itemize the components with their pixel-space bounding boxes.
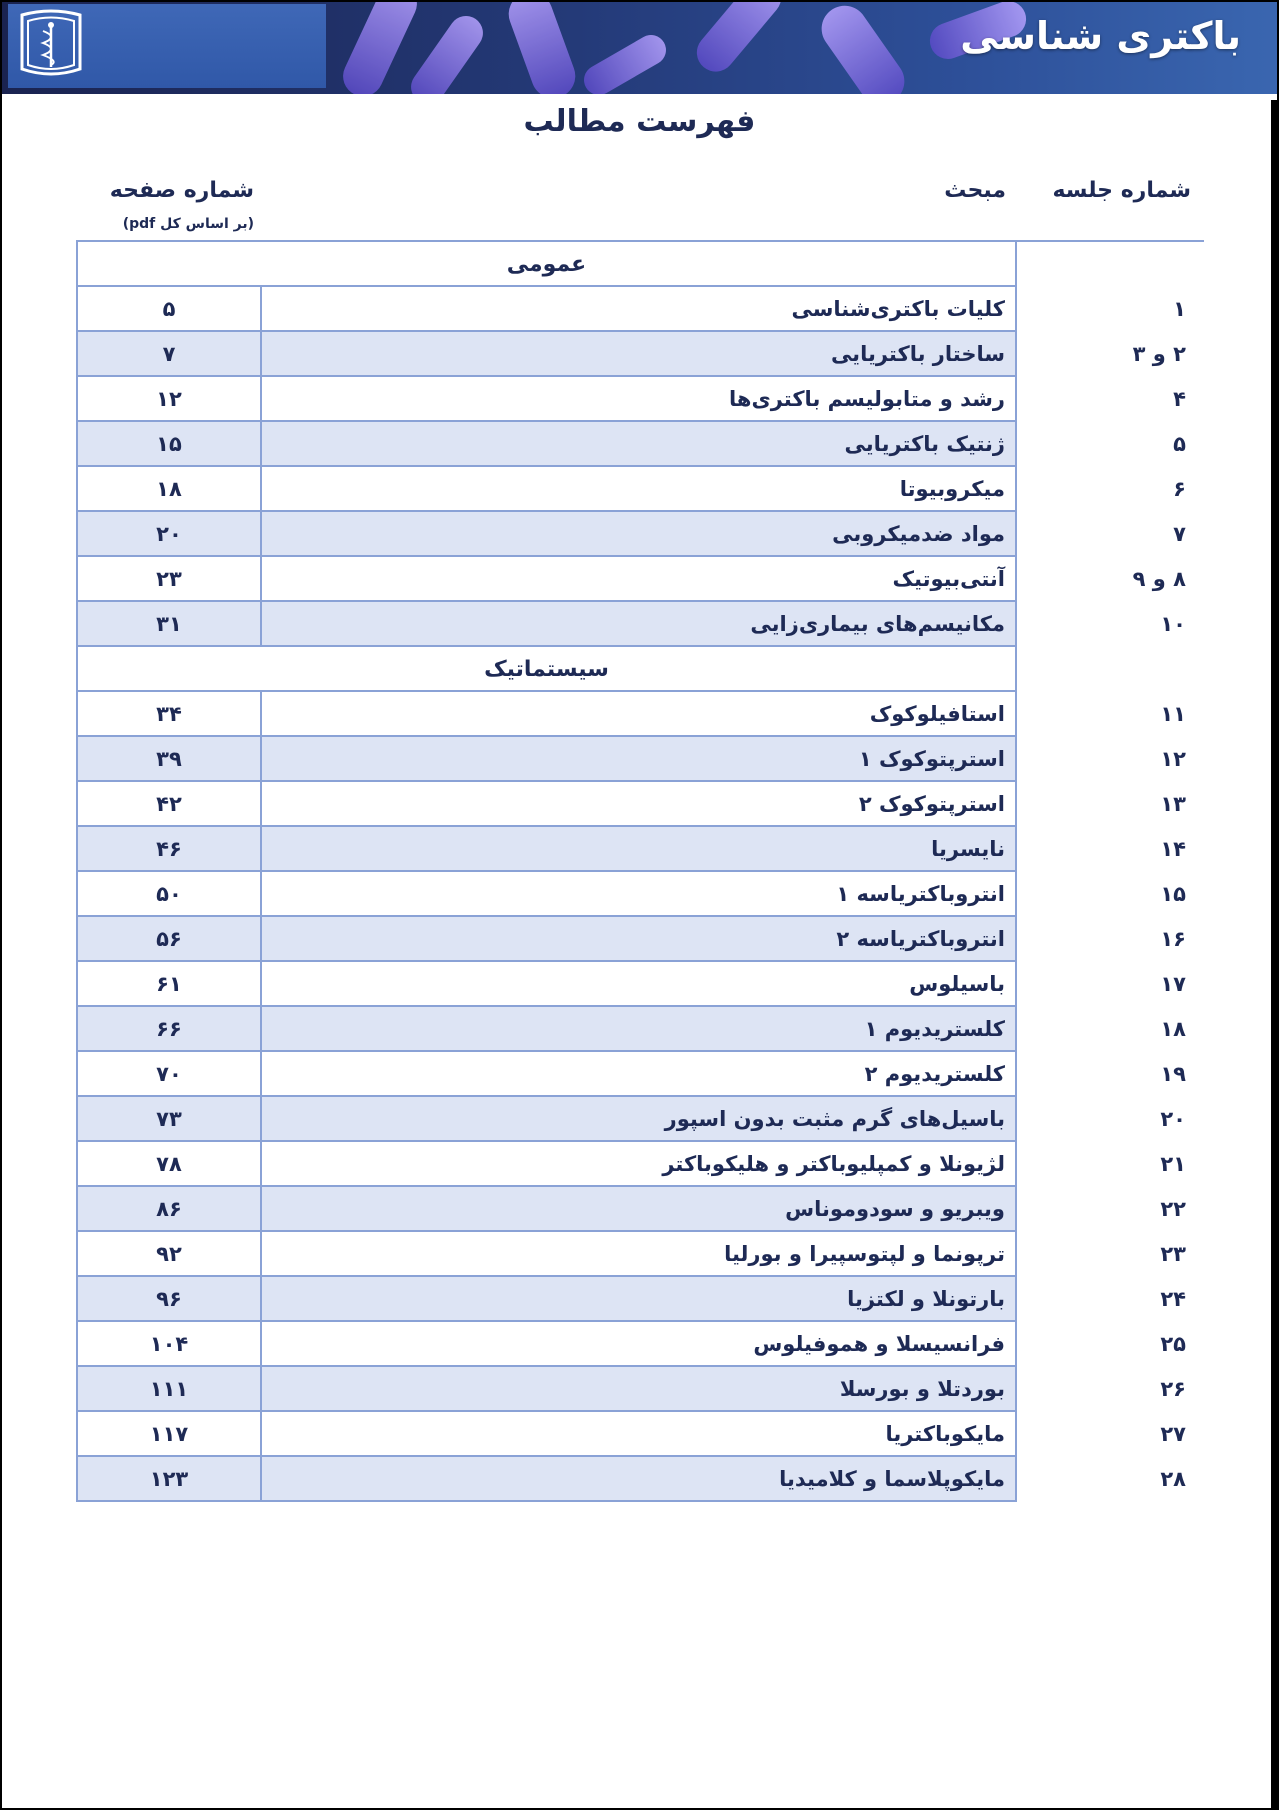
page-number: ۲۳ [76,557,262,600]
table-row [76,917,1186,962]
table-row [76,602,1186,647]
page-number: ۷۸ [76,1142,262,1185]
session-number: ۴ [1173,387,1186,411]
topic-title: ساختار باکتریایی [262,332,1017,375]
session-number: ۲۷ [1160,1422,1186,1446]
topic-title: استرپتوکوک ۱ [262,737,1017,780]
table-row [76,467,1186,512]
topic-title: میکروبیوتا [262,467,1017,510]
header-banner [0,0,1279,110]
topic-title: انتروباکتریاسه ۲ [262,917,1017,960]
page-number: ۳۴ [76,692,262,735]
page-number: ۳۱ [76,602,262,645]
page-title: فهرست مطالب [523,104,756,139]
table-row [76,827,1186,872]
page-number: ۱۲۳ [76,1457,262,1500]
page-number: ۵۶ [76,917,262,960]
page-number: ۱۵ [76,422,262,465]
table-row [76,1007,1186,1052]
page-number: ۴۶ [76,827,262,870]
table-row [76,332,1186,377]
session-number: ۲۲ [1160,1197,1186,1221]
topic-title: آنتی‌بیوتیک [262,557,1017,600]
table-row [76,1322,1186,1367]
table-row [76,512,1186,557]
page-number: ۵۰ [76,872,262,915]
session-number: ۱۵ [1160,882,1186,906]
topic-title: بارتونلا و لکتزیا [262,1277,1017,1320]
table-row [76,1277,1186,1322]
column-header-page: شماره صفحه [109,178,254,203]
column-header-session: شماره جلسه [1052,178,1191,203]
session-number: ۲ و ۳ [1132,342,1186,366]
table-row [76,872,1186,917]
table-row [76,692,1186,737]
session-number: ۱۱ [1160,702,1186,726]
session-number: ۱۴ [1160,837,1186,861]
topic-title: استرپتوکوک ۲ [262,782,1017,825]
page-number: ۲۰ [76,512,262,555]
page-number: ۶۱ [76,962,262,1005]
table-row [76,1052,1186,1097]
topic-title: رشد و متابولیسم باکتری‌ها [262,377,1017,420]
table-row [76,1412,1186,1457]
topic-title: انتروباکتریاسه ۱ [262,872,1017,915]
topic-title: مایکوباکتریا [262,1412,1017,1455]
topic-title: مکانیسم‌های بیماری‌زایی [262,602,1017,645]
page-number: ۶۶ [76,1007,262,1050]
table-row [76,962,1186,1007]
table-row [76,1097,1186,1142]
header-title: باکتری شناسی [960,14,1241,58]
page-number: ۷۰ [76,1052,262,1095]
session-number: ۷ [1173,522,1186,546]
page-number: ۴۲ [76,782,262,825]
page-number: ۱۱۱ [76,1367,262,1410]
session-number: ۵ [1173,432,1186,456]
topic-title: ژنتیک باکتریایی [262,422,1017,465]
session-number: ۱۳ [1160,792,1186,816]
topic-title: باسیل‌های گرم مثبت بدون اسپور [262,1097,1017,1140]
page-number: ۹۶ [76,1277,262,1320]
session-number: ۱۰ [1160,612,1186,636]
session-number: ۶ [1173,477,1186,501]
page-number: ۱۱۷ [76,1412,262,1455]
page-number: ۱۸ [76,467,262,510]
table-row [76,782,1186,827]
session-number: ۲۵ [1160,1332,1186,1356]
topic-title: ترپونما و لپتوسپیرا و بورلیا [262,1232,1017,1275]
session-number: ۲۸ [1160,1467,1186,1491]
page-number: ۷۳ [76,1097,262,1140]
topic-title: باسیلوس [262,962,1017,1005]
session-number: ۸ و ۹ [1132,567,1186,591]
session-number: ۱۲ [1160,747,1186,771]
table-row [76,1187,1186,1232]
page-number: ۹۲ [76,1232,262,1275]
topic-title: کلستریدیوم ۲ [262,1052,1017,1095]
topic-title: کلستریدیوم ۱ [262,1007,1017,1050]
page-number: ۳۹ [76,737,262,780]
page-number: ۷ [76,332,262,375]
topic-title: مواد ضدمیکروبی [262,512,1017,555]
session-number: ۲۶ [1160,1377,1186,1401]
column-header-topic: مبحث [944,178,1006,203]
session-number: ۲۰ [1160,1107,1186,1131]
topic-title: مایکوپلاسما و کلامیدیا [262,1457,1017,1500]
session-number: ۲۱ [1160,1152,1186,1176]
table-row [76,1367,1186,1412]
table-row [76,287,1186,332]
topic-title: کلیات باکتری‌شناسی [262,287,1017,330]
table-row [76,557,1186,602]
table-row [76,1457,1186,1502]
session-number: ۲۴ [1160,1287,1186,1311]
page-number: ۱۲ [76,377,262,420]
session-number: ۱۹ [1160,1062,1186,1086]
topic-title: بوردتلا و بورسلا [262,1367,1017,1410]
session-number: ۱۶ [1160,927,1186,951]
table-row [76,1142,1186,1187]
university-logo-icon [16,9,86,87]
table-row [76,377,1186,422]
topic-title: ویبریو و سودوموناس [262,1187,1017,1230]
table-row [76,737,1186,782]
session-number: ۱۷ [1160,972,1186,996]
section-header: عمومی [76,242,1017,287]
column-header-page-note: (بر اساس کل pdf) [122,216,254,232]
page-number: ۸۶ [76,1187,262,1230]
session-number: ۱۸ [1160,1017,1186,1041]
table-row [76,422,1186,467]
table-row [76,1232,1186,1277]
page-number: ۵ [76,287,262,330]
page-number: ۱۰۴ [76,1322,262,1365]
topic-title: نایسریا [262,827,1017,870]
section-header: سیستماتیک [76,647,1017,692]
topic-title: فرانسیسلا و هموفیلوس [262,1322,1017,1365]
table-of-contents [76,242,1204,1502]
topic-title: استافیلوکوک [262,692,1017,735]
page-edge [1271,100,1279,1810]
topic-title: لژیونلا و کمپلیوباکتر و هلیکوباکتر [262,1142,1017,1185]
session-number: ۱ [1173,297,1186,321]
session-number: ۲۳ [1160,1242,1186,1266]
